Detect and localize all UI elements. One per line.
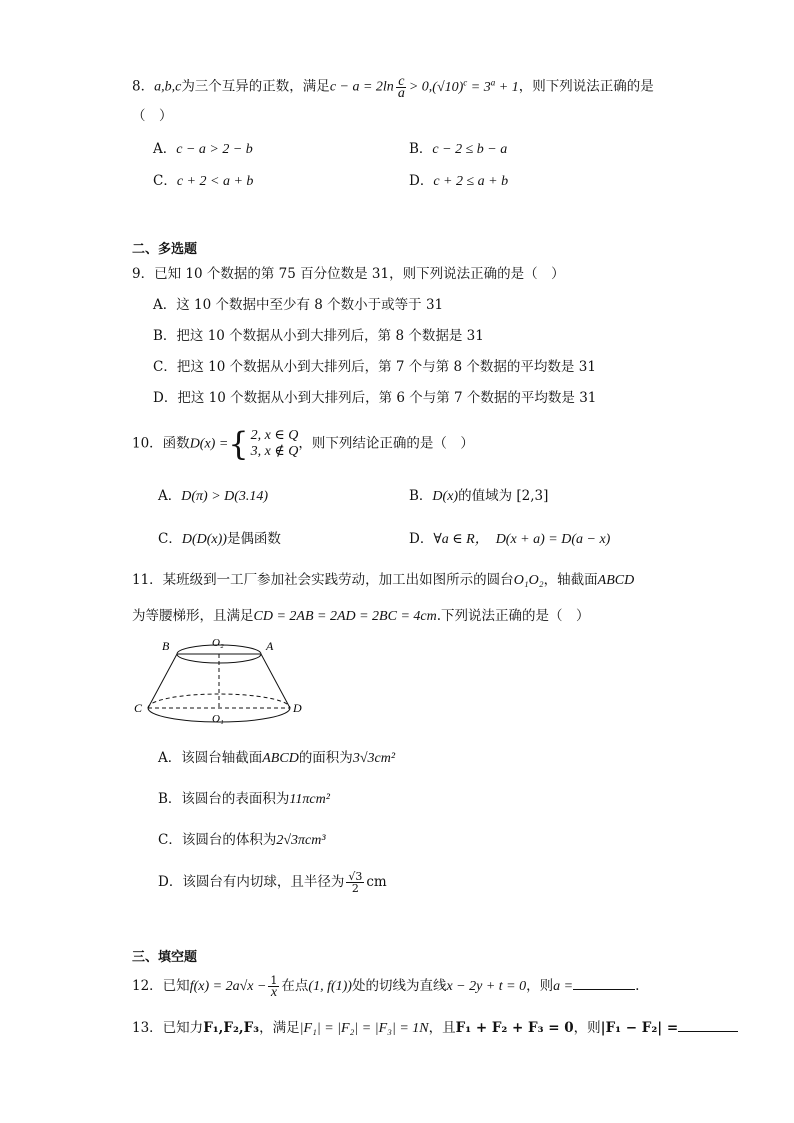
label-o1: O₁ [212,713,224,725]
q8-cond1-tail: > 0, [408,79,433,95]
q11-option-c[interactable]: C．该圆台的体积为2√3πcm³ [158,832,326,848]
q9-option-b[interactable]: B．把这 10 个数据从小到大排列后，第 8 个数据是 31 [153,328,484,344]
q8-vars: a,b,c [154,79,182,95]
q8-stem [132,72,654,99]
label-b: B [162,639,170,653]
label-o2: O₂ [212,637,224,649]
q13-answer-blank[interactable] [678,1031,738,1032]
q8-cond1: c − a = 2ln [329,79,394,95]
q11-stem-line1: 11．某班级到一工厂参加社会实践劳动，加工出如图所示的圆台O₁O₂，轴截面ABCD [132,572,635,588]
q8-answer-paren: （ ） [132,108,173,124]
q12-answer-blank[interactable] [573,989,635,990]
q10-option-a[interactable]: A．D(π) > D(3.14) [158,488,269,504]
q11-stem-line2: 为等腰梯形，且满足CD = 2AB = 2AD = 2BC = 4cm.下列说法正确的是（ ） [132,608,590,624]
frustum-figure [130,636,310,726]
q13-stem: 13．已知力F₁,F₂,F₃，满足|F₁| = |F₂| = |F₃| = 1N，且F₁ + F₂ + F₃ = 0，则|F₁ − F₂| = [132,1018,738,1039]
q8-option-d[interactable]: D．c + 2 ≤ a + b [409,173,509,189]
q12-stem: 12．已知f(x) = 2a√x − $\frac{1}{x}$ 在点(1, f(1))处的切线为直线x − 2y + t = 0，则a = . [132,974,640,1000]
q10-stem [132,425,474,463]
q10-func: D(x) = [189,436,229,452]
section-heading-multiple-choice: 二、多选题 [132,242,198,257]
q8-text: 为三个互异的正数，满足 [181,78,330,95]
q10-option-b[interactable]: B．D(x)的值域为 [2,3] [409,488,549,504]
q8-option-c[interactable]: C．c + 2 < a + b [153,173,254,189]
q10-option-d[interactable]: D．∀a ∈ R， D(x + a) = D(a − x) [409,531,611,547]
label-a: A [266,639,274,653]
q8-text-end: ，则下列说法正确的是 [518,78,654,95]
q11-option-b[interactable]: B．该圆台的表面积为11πcm² [158,791,330,807]
q9-stem: 9．已知 10 个数据的第 75 百分位数是 31，则下列说法正确的是（ ） [132,266,565,282]
q9-option-a[interactable]: A．这 10 个数据中至少有 8 个数小于或等于 31 [153,297,444,313]
segment-ad [261,654,290,708]
q9-option-c[interactable]: C．把这 10 个数据从小到大排列后，第 7 个与第 8 个数据的平均数是 31 [153,359,596,375]
q10-piecewise: { 2, x ∈ Q 3, x ∉ Q [228,425,299,463]
q10-option-c[interactable]: C．D(D(x))是偶函数 [158,531,281,547]
section-heading-fill-in: 三、填空题 [132,950,198,965]
q8-fraction: $\frac{c}{a}$ [397,73,405,101]
q11-option-d[interactable]: D．该圆台有内切球，且半径为 $\frac{√3}{2}$ cm [158,870,387,895]
label-c: C [134,701,143,715]
q11-option-a[interactable]: A．该圆台轴截面ABCD的面积为3√3cm² [158,750,396,766]
q8-number: 8． [132,78,155,95]
q10-text: ，则下列结论正确的是（ ） [298,435,474,452]
q8-option-b[interactable]: B．c − 2 ≤ b − a [409,141,508,157]
q9-option-d[interactable]: D．把这 10 个数据从小到大排列后，第 6 个与第 7 个数据的平均数是 31 [153,390,597,406]
q10-number: 10．函数 [132,435,190,452]
label-d: D [293,701,302,715]
q8-option-a[interactable]: A．c − a > 2 − b [153,141,253,157]
q8-cond2: $(√10)^c = 3^a + 1$ [432,77,519,95]
